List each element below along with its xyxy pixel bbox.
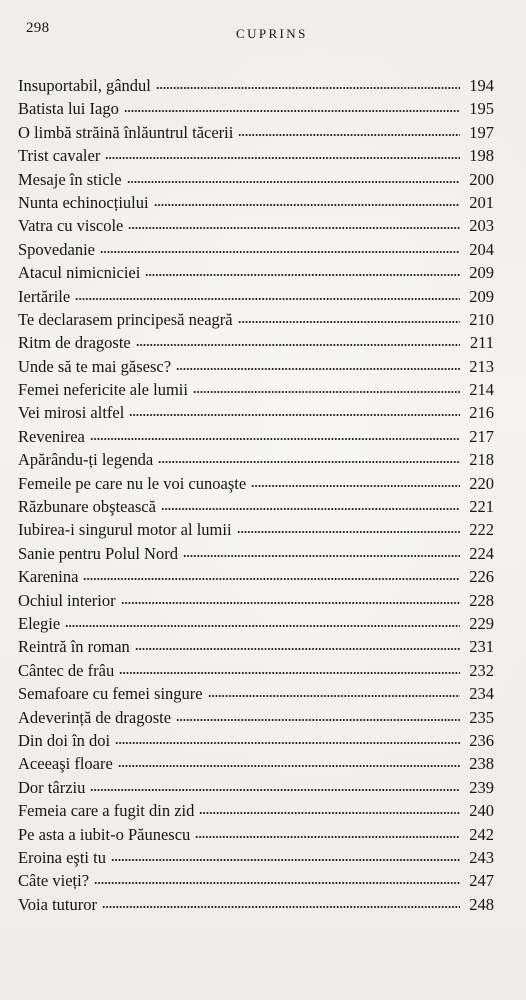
toc-entry-page: 238 (469, 754, 494, 774)
toc-entry-title: Iertările (18, 286, 71, 306)
dot-leader (128, 226, 460, 230)
dot-leader (193, 390, 460, 394)
page-number: 298 (26, 20, 50, 36)
toc-entry-page: 222 (469, 520, 494, 540)
toc-entry-page: 242 (469, 824, 494, 844)
toc-entry-title: Mesaje în sticle (18, 169, 122, 189)
dot-leader (195, 835, 460, 839)
dot-leader (119, 671, 460, 675)
toc-entry-page: 240 (469, 801, 494, 821)
toc-entry-title: Din doi în doi (18, 730, 111, 750)
toc-entry (18, 682, 494, 705)
dot-leader (251, 484, 460, 488)
toc-entry-title: Câte vieți? (18, 871, 90, 891)
dot-leader (176, 367, 460, 371)
toc-entry-title: Iubirea-i singurul motor al lumii (18, 520, 232, 540)
toc-entry (18, 285, 494, 308)
toc-entry-title: Apărându-ți legenda (18, 450, 154, 470)
toc-entry-page: 248 (469, 894, 494, 914)
toc-entry-page: 214 (469, 380, 494, 400)
toc-entry (18, 97, 494, 120)
dot-leader (94, 881, 460, 885)
toc-entry-page: 221 (469, 497, 494, 517)
toc-entry-title: Aceeaşi floare (18, 754, 113, 774)
dot-leader (100, 250, 460, 254)
toc-entry-page: 201 (469, 192, 494, 212)
toc-entry (18, 823, 494, 846)
dot-leader (238, 133, 460, 137)
toc-entry-title: Vei mirosi altfel (18, 403, 125, 423)
toc-entry-title: Reintră în roman (18, 637, 130, 657)
toc-entry (18, 846, 494, 869)
dot-leader (237, 530, 460, 534)
toc-entry-title: Insuportabil, gândul (18, 76, 151, 95)
toc-entry (18, 401, 494, 424)
toc-entry-page: 239 (469, 777, 494, 797)
toc-entry (18, 589, 494, 612)
toc-entry-title: Eroina eşti tu (18, 847, 106, 867)
dot-leader (176, 718, 460, 722)
toc-entry-page: 243 (469, 847, 494, 867)
toc-entry (18, 214, 494, 237)
toc-entry-title: Răzbunare obştească (18, 497, 156, 517)
toc-entry-title: Femeia care a fugit din zid (18, 801, 195, 821)
toc-entry-page: 217 (469, 426, 494, 446)
toc-entry-page: 194 (469, 76, 494, 95)
table-of-contents (18, 74, 494, 916)
dot-leader (158, 460, 460, 464)
toc-entry-page: 224 (469, 543, 494, 563)
dot-leader (135, 647, 460, 651)
dot-leader (208, 694, 460, 698)
dot-leader (105, 156, 460, 160)
toc-entry-title: Karenina (18, 567, 79, 587)
toc-entry (18, 168, 494, 191)
toc-entry-title: Adeverință de dragoste (18, 707, 172, 727)
toc-entry (18, 495, 494, 518)
toc-entry (18, 74, 494, 97)
toc-entry-page: 232 (469, 660, 494, 680)
toc-entry-page: 228 (469, 590, 494, 610)
toc-entry (18, 635, 494, 658)
toc-entry-page: 203 (469, 216, 494, 236)
toc-entry (18, 706, 494, 729)
toc-entry-title: Semafoare cu femei singure (18, 684, 203, 704)
toc-entry-title: Te declarasem principesă neagră (18, 309, 233, 329)
toc-entry-title: Unde să te mai găsesc? (18, 356, 172, 376)
toc-entry (18, 518, 494, 541)
toc-entry-page: 218 (469, 450, 494, 470)
toc-entry (18, 799, 494, 822)
toc-entry-title: Femei nefericite ale lumii (18, 380, 188, 400)
dot-leader (129, 413, 460, 417)
toc-entry (18, 729, 494, 752)
toc-entry (18, 308, 494, 331)
toc-entry (18, 448, 494, 471)
toc-entry-page: 231 (469, 637, 494, 657)
toc-entry-title: Ritm de dragoste (18, 333, 131, 353)
toc-entry (18, 355, 494, 378)
toc-entry-page: 209 (469, 263, 494, 283)
toc-entry-title: Dor târziu (18, 777, 86, 797)
toc-entry-page: 210 (469, 309, 494, 329)
toc-entry-page: 204 (469, 239, 494, 259)
dot-leader (127, 180, 460, 184)
toc-entry-title: Pe asta a iubit-o Păunescu (18, 824, 191, 844)
dot-leader (121, 601, 460, 605)
dot-leader (183, 554, 460, 558)
toc-entry (18, 659, 494, 682)
toc-entry-title: Atacul nimicniciei (18, 263, 141, 283)
toc-entry (18, 425, 494, 448)
toc-entry-page: 229 (469, 613, 494, 633)
toc-entry-title: O limbă străină înlăuntrul tăcerii (18, 122, 234, 142)
dot-leader (156, 86, 460, 90)
toc-entry-page: 247 (469, 871, 494, 891)
dot-leader (154, 203, 460, 207)
toc-entry-page: 200 (469, 169, 494, 189)
dot-leader (238, 320, 460, 324)
toc-entry-page: 235 (469, 707, 494, 727)
toc-entry-title: Ochiul interior (18, 590, 116, 610)
toc-entry-title: Nunta echinocțiului (18, 192, 149, 212)
toc-entry-page: 195 (469, 99, 494, 119)
toc-entry (18, 752, 494, 775)
toc-entry-page: 216 (469, 403, 494, 423)
toc-entry-title: Femeile pe care nu le voi cunoaşte (18, 473, 247, 493)
dot-leader (118, 764, 460, 768)
dot-leader (90, 437, 460, 441)
toc-entry-page: 220 (469, 473, 494, 493)
dot-leader (136, 343, 460, 347)
toc-entry-title: Cântec de frâu (18, 660, 115, 680)
toc-entry-page: 209 (469, 286, 494, 306)
toc-entry-title: Elegie (18, 613, 61, 633)
toc-entry (18, 378, 494, 401)
toc-entry (18, 869, 494, 892)
toc-entry-page: 213 (469, 356, 494, 376)
toc-entry (18, 261, 494, 284)
toc-entry-title: Batista lui Iago (18, 99, 119, 119)
toc-entry-page: 197 (469, 122, 494, 142)
dot-leader (124, 109, 460, 113)
toc-entry (18, 542, 494, 565)
dot-leader (161, 507, 460, 511)
toc-entry (18, 893, 494, 916)
toc-entry (18, 144, 494, 167)
toc-entry (18, 776, 494, 799)
toc-entry (18, 191, 494, 214)
toc-entry-title: Trist cavaler (18, 146, 101, 166)
toc-entry-page: 226 (469, 567, 494, 587)
toc-entry (18, 121, 494, 144)
toc-entry-title: Spovedanie (18, 239, 95, 259)
toc-entry (18, 612, 494, 635)
toc-entry-page: 211 (469, 333, 494, 353)
dot-leader (111, 858, 460, 862)
running-head: CUPRINS (236, 26, 308, 41)
toc-entry-page: 234 (469, 684, 494, 704)
toc-entry-title: Sanie pentru Polul Nord (18, 543, 178, 563)
dot-leader (145, 273, 460, 277)
dot-leader (115, 741, 460, 745)
toc-entry (18, 238, 494, 261)
dot-leader (65, 624, 460, 628)
toc-entry-title: Revenirea (18, 426, 85, 446)
toc-entry-page: 198 (469, 146, 494, 166)
toc-entry-title: Vatra cu viscole (18, 216, 124, 236)
dot-leader (199, 811, 460, 815)
toc-entry (18, 472, 494, 495)
dot-leader (90, 788, 460, 792)
toc-entry (18, 565, 494, 588)
toc-entry (18, 331, 494, 354)
dot-leader (75, 297, 460, 301)
dot-leader (83, 577, 460, 581)
toc-entry-page: 236 (469, 730, 494, 750)
toc-entry-title: Voia tuturor (18, 894, 97, 914)
dot-leader (102, 905, 460, 909)
